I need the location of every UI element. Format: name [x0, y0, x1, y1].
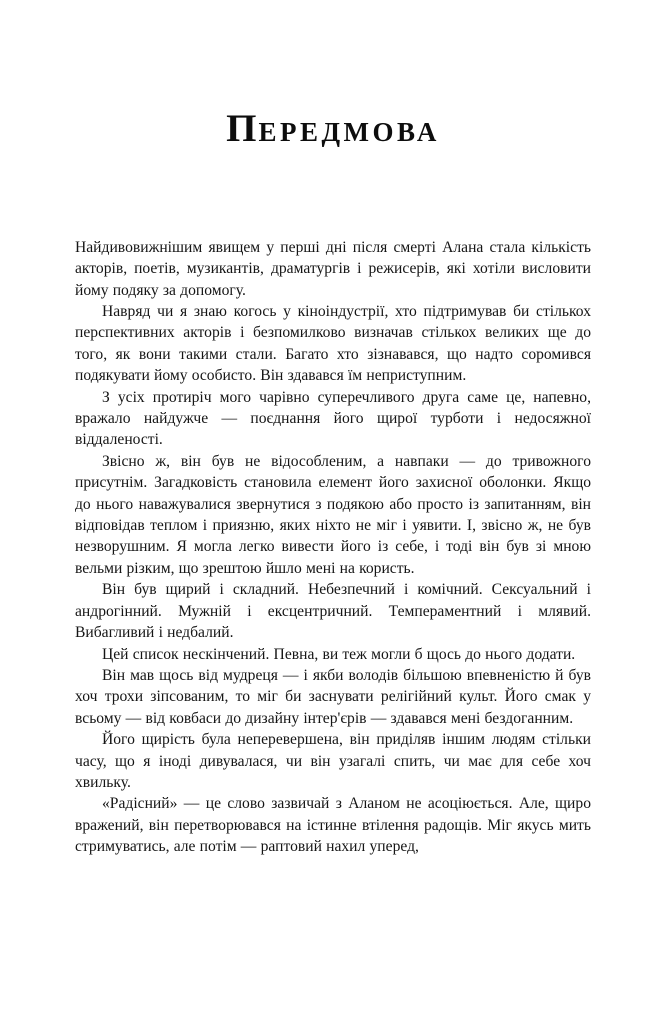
chapter-title: ПЕРЕДМОВА — [226, 107, 440, 150]
paragraph: Цей список нескінчений. Певна, ви теж могли б щось до нього додати. — [102, 645, 576, 663]
body-text — [75, 237, 591, 858]
paragraph: Він був щирий і складний. Небезпечний і комічний. Сексуальний і андрогінний. Мужній і ексцентричний. Темпераментний і млявий. Вибагливий і недбалий. — [75, 581, 591, 642]
paragraph: З усіх протиріч мого чарівно суперечливого друга саме це, напевно, вражало найдужче — поєднання його щирої турботи і недосяжної віддаленості. — [75, 388, 591, 449]
paragraph: Найдивовижнішим явищем у перші дні після смерті Алана стала кількість акторів, поетів, музикантів, драматургів і режисерів, які хотіли висловити йому подяку за допомогу. — [75, 238, 591, 299]
paragraph: Звісно ж, він був не відособленим, а навпаки — до тривожного присутнім. Загадковість становила елемент його захисної оболонки. Якщо до нього наважувалися звернутися з подякою або просто із запитанням, він відповідав теплом і приязню, яких ніхто не міг і уявити. І, звісно ж, не був незворушним. Я могла легко вивести його із себе, і тоді він був зі мною вельми різким, що зрештою йшло мені на користь. — [75, 452, 591, 577]
paragraph: Навряд чи я знаю когось у кіноіндустрії, хто підтримував би стількох перспективних акторів і безпомилково визначав стількох великих ще до того, як вони такими стали. Багато хто зізнавався, що надто соромився подякувати йому особисто. Він здавався їм неприступним. — [75, 303, 591, 385]
paragraph: Його щирість була неперевершена, він приділяв іншим людям стільки часу, що я іноді дивувалася, чи він узагалі спить, чи має для себе хоч хвильку. — [75, 731, 591, 791]
paragraph: «Радісний» — це слово зазвичай з Аланом не асоціюється. Але, щиро вражений, він перетворювався на істинне втілення радощів. Міг якусь мить стримуватись, але потім — раптовий нахил уперед, — [75, 795, 591, 856]
paragraph: Він мав щось від мудреця — і якби володів більшою впевненістю й був хоч трохи зіпсованим, то міг би заснувати релігійний культ. Його смак у всьому — від ковбаси до дизайну інтер'єрів — здавався мені бездоганним. — [75, 666, 591, 727]
